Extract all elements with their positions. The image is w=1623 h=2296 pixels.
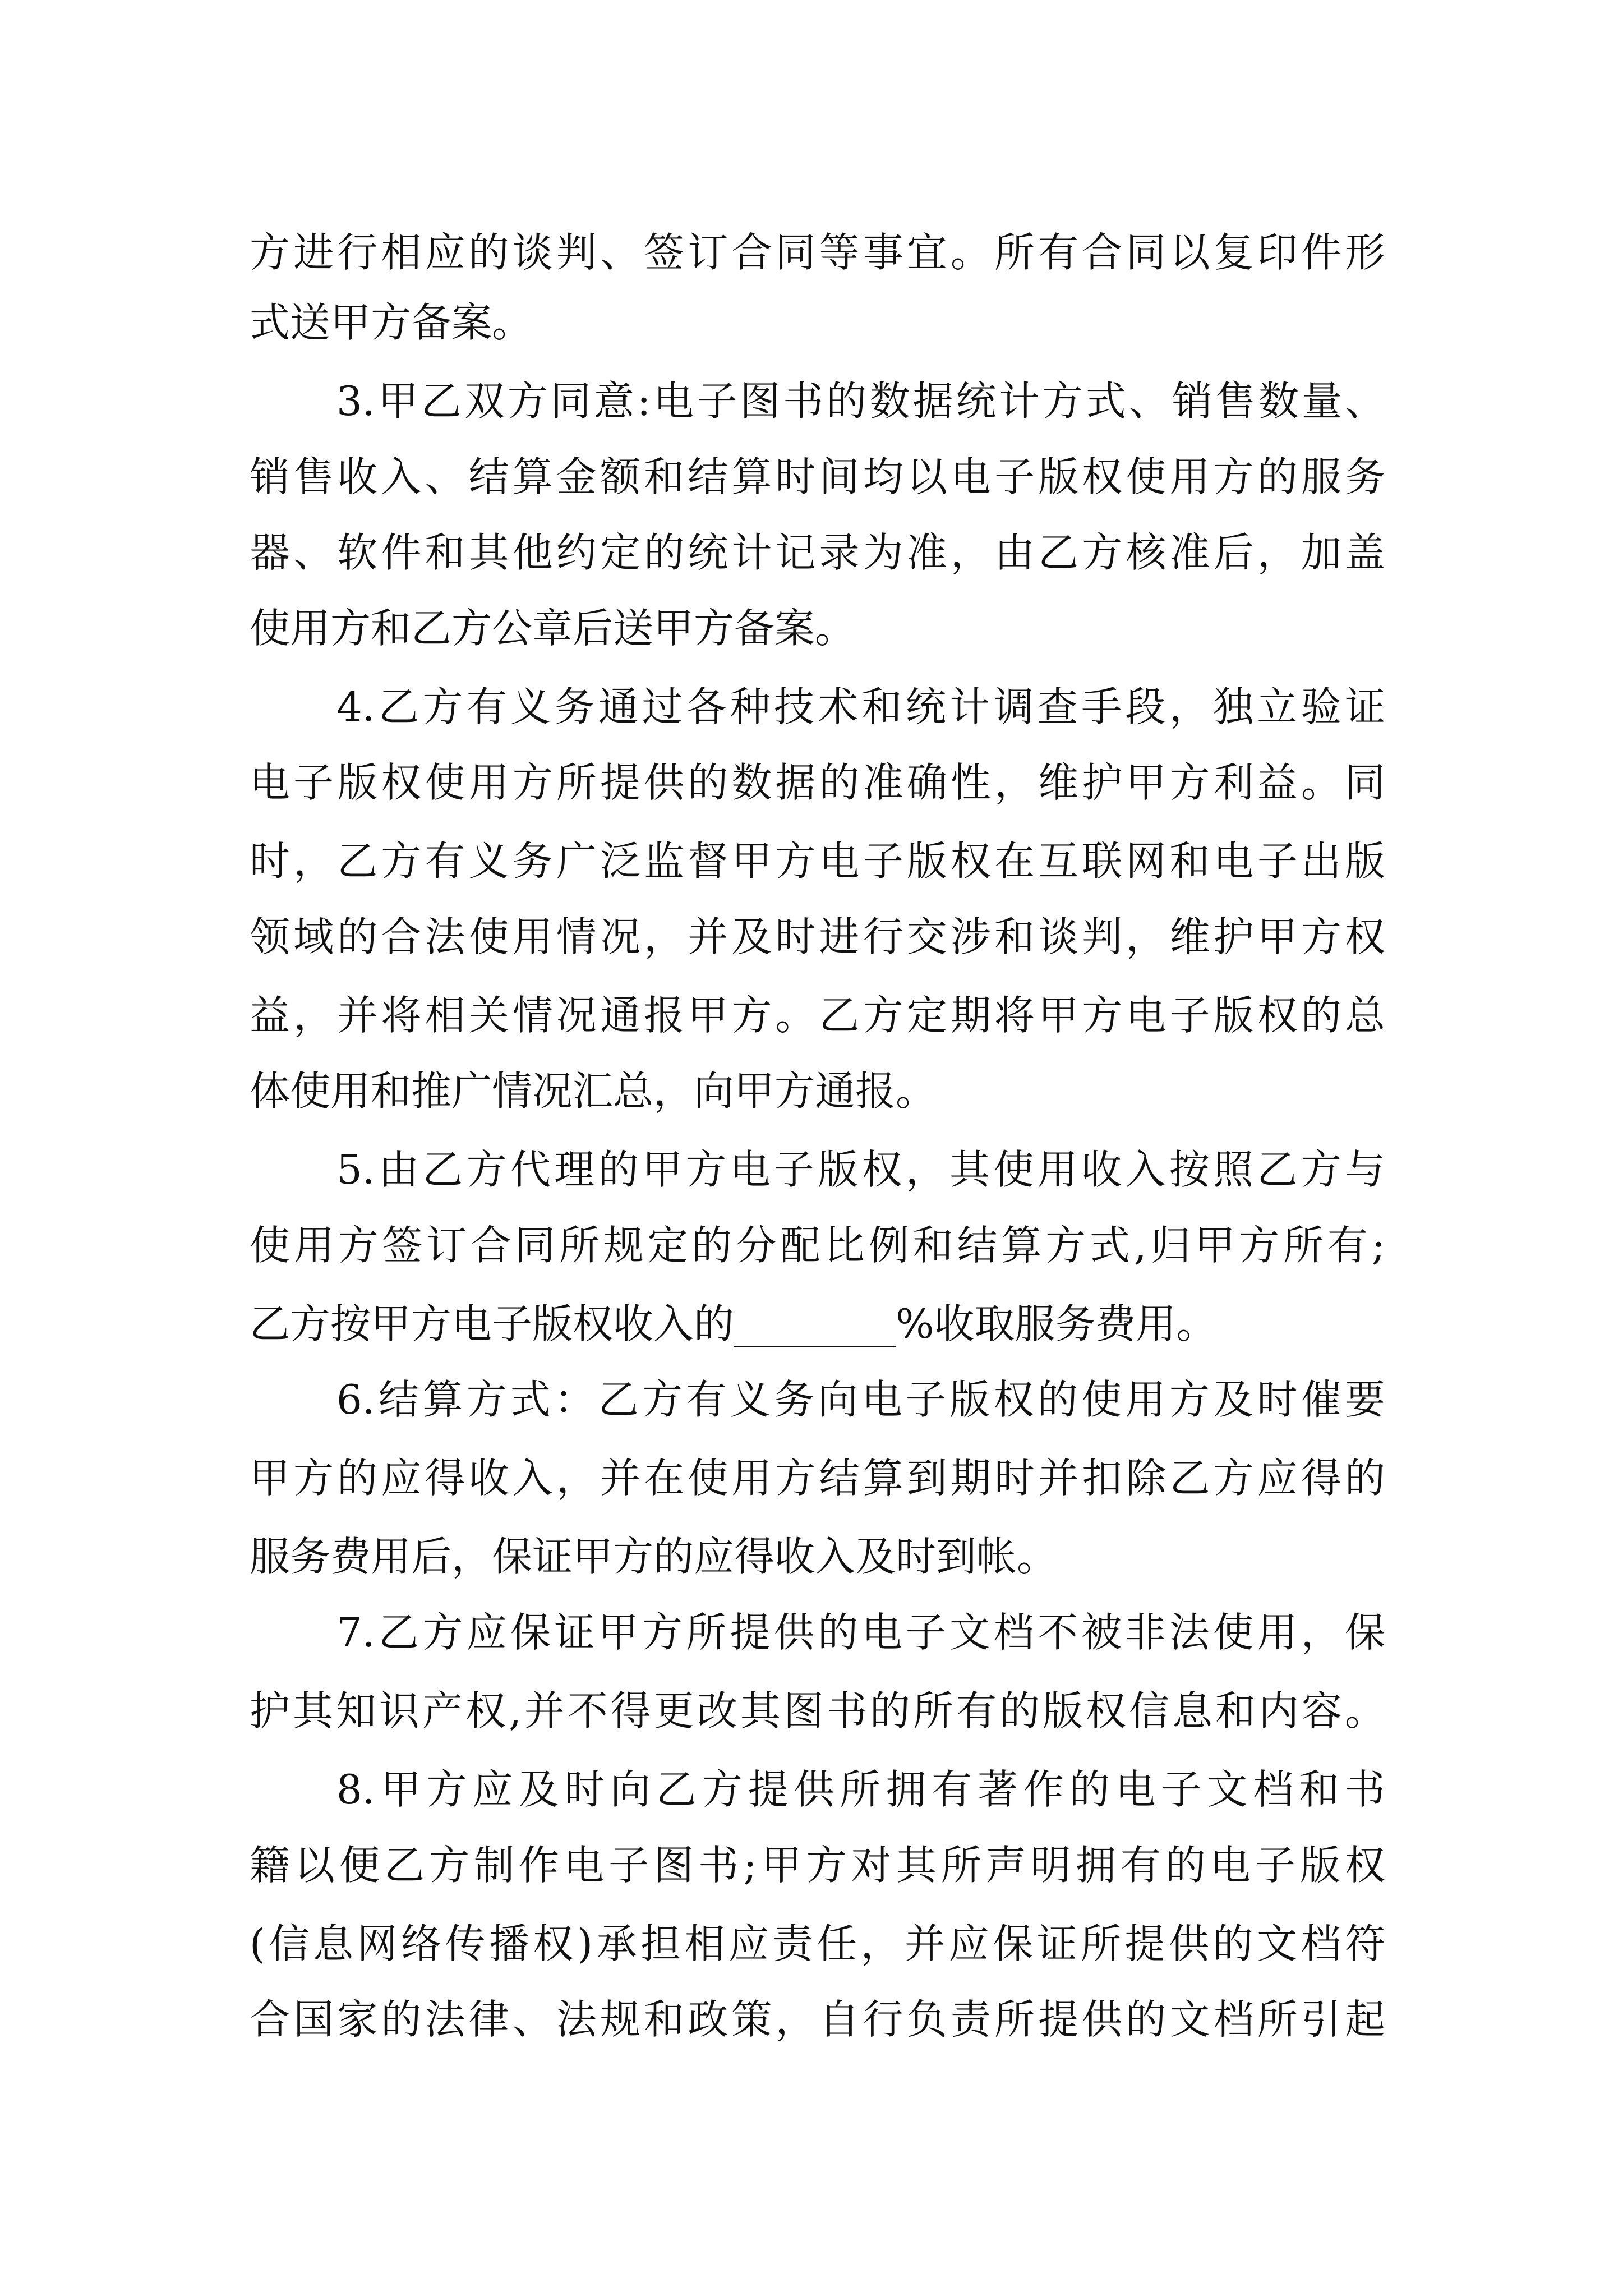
text-line: 乙方按甲方电子版权收入的________%收取服务费用。 bbox=[250, 1300, 1217, 1347]
text-line: 领域的合法使用情况，并及时进行交涉和谈判，维护甲方权 bbox=[250, 913, 1385, 960]
text-line: 籍以便乙方制作电子图书;甲方对其所声明拥有的电子版权 bbox=[250, 1842, 1385, 1889]
text-line: 甲方的应得收入，并在使用方结算到期时并扣除乙方应得的 bbox=[250, 1455, 1385, 1502]
text-line: (信息网络传播权)承担相应责任，并应保证所提供的文档符 bbox=[250, 1920, 1385, 1967]
text-line: 方进行相应的谈判、签订合同等事宜。所有合同以复印件形 bbox=[250, 229, 1385, 276]
text-line: 式送甲方备案。 bbox=[250, 299, 533, 346]
text-line: 使用方和乙方公章后送甲方备案。 bbox=[250, 605, 856, 652]
text-line: 时，乙方有义务广泛监督甲方电子版权在互联网和电子出版 bbox=[250, 838, 1385, 885]
text-line: 益，并将相关情况通报甲方。乙方定期将甲方电子版权的总 bbox=[250, 992, 1385, 1039]
paragraph-5-line: 5.由乙方代理的甲方电子版权，其使用收入按照乙方与 bbox=[336, 1146, 1385, 1193]
paragraph-8-line: 8.甲方应及时向乙方提供所拥有著作的电子文档和书 bbox=[336, 1766, 1385, 1813]
paragraph-7-line: 7.乙方应保证甲方所提供的电子文档不被非法使用，保 bbox=[336, 1609, 1385, 1656]
paragraph-3-line: 3.甲乙双方同意:电子图书的数据统计方式、销售数量、 bbox=[336, 378, 1385, 425]
text-line: 体使用和推广情况汇总，向甲方通报。 bbox=[250, 1068, 937, 1115]
text-line: 服务费用后，保证甲方的应得收入及时到帐。 bbox=[250, 1533, 1058, 1580]
paragraph-4-line: 4.乙方有义务通过各种技术和统计调查手段，独立验证 bbox=[336, 683, 1385, 730]
text-line: 电子版权使用方所提供的数据的准确性，维护甲方利益。同 bbox=[250, 759, 1385, 806]
text-line: 使用方签订合同所规定的分配比例和结算方式,归甲方所有; bbox=[250, 1222, 1385, 1269]
text-line: 器、软件和其他约定的统计记录为准，由乙方核准后，加盖 bbox=[250, 529, 1385, 576]
paragraph-6-line: 6.结算方式：乙方有义务向电子版权的使用方及时催要 bbox=[336, 1376, 1385, 1423]
text-line: 护其知识产权,并不得更改其图书的所有的版权信息和内容。 bbox=[250, 1687, 1385, 1734]
text-line: 合国家的法律、法规和政策，自行负责所提供的文档所引起 bbox=[250, 1996, 1385, 2043]
text-line: 销售收入、结算金额和结算时间均以电子版权使用方的服务 bbox=[250, 453, 1385, 500]
